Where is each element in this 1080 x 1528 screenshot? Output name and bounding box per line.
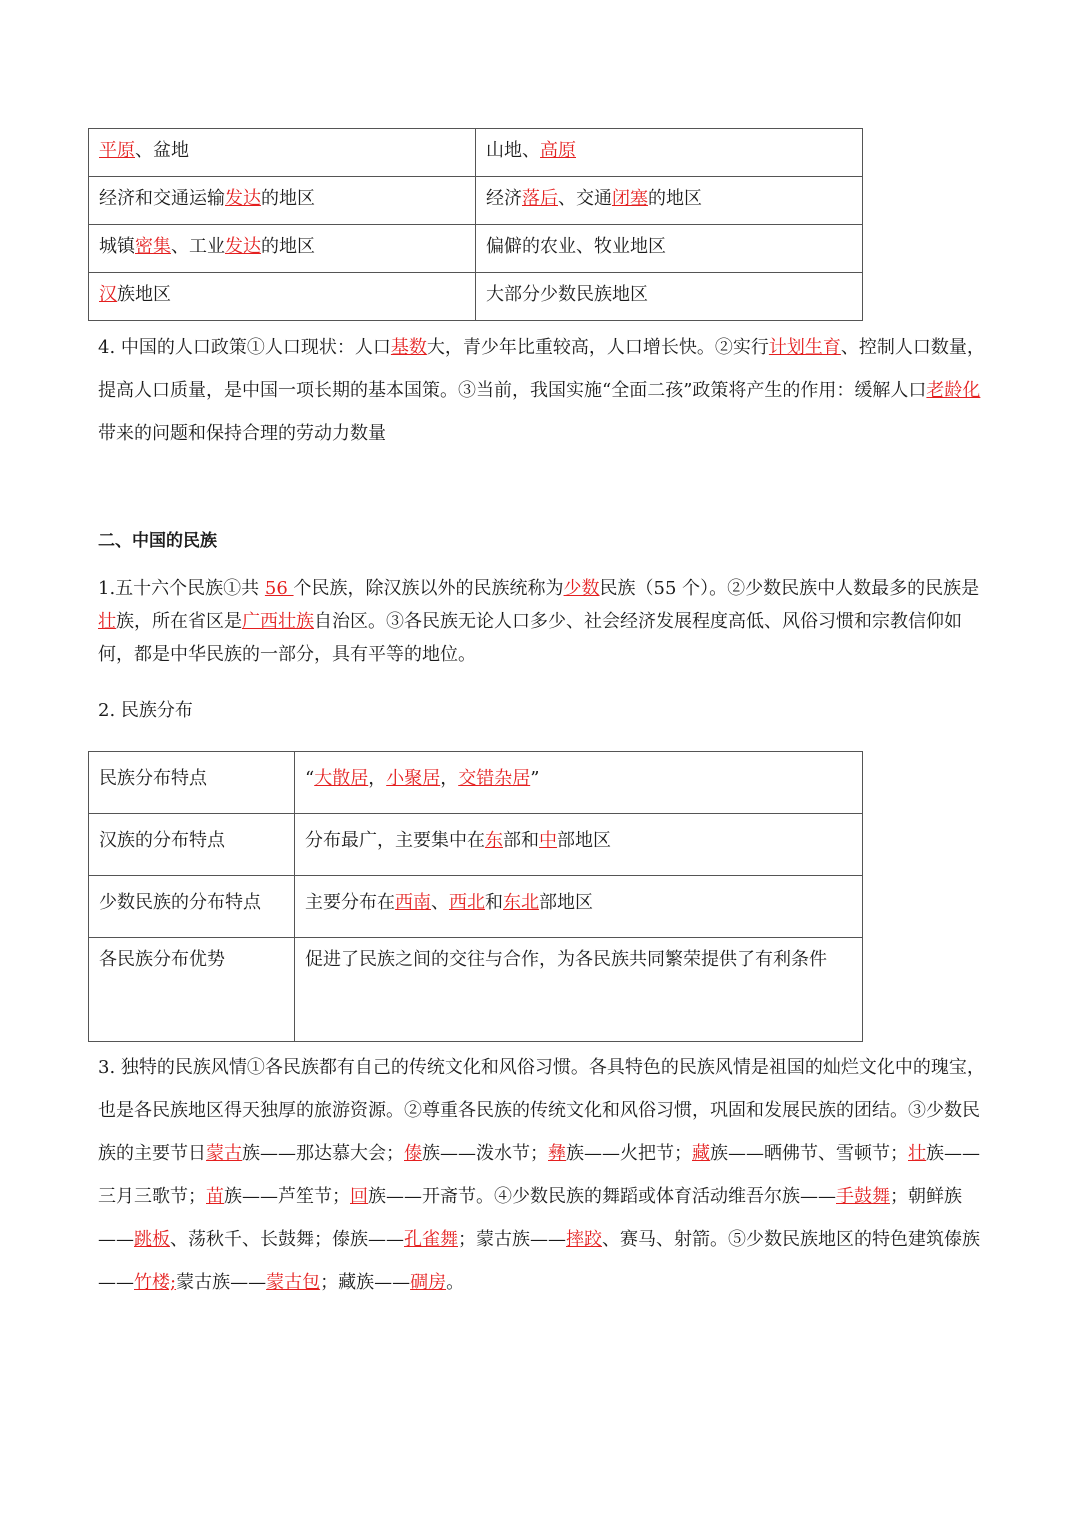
table-row — [89, 177, 863, 225]
text-segment: 和 — [485, 892, 503, 913]
table-row — [89, 938, 863, 1042]
highlighted-answer: 回 — [350, 1186, 368, 1207]
highlighted-answer: 密集 — [135, 236, 171, 257]
text-segment: 偏僻的农业、牧业地区 — [486, 236, 666, 257]
text-segment: 4. 中国的人口政策①人口现状：人口 — [98, 337, 391, 358]
highlighted-answer: 落后 — [522, 188, 558, 209]
highlighted-answer: 蒙古包 — [266, 1272, 321, 1293]
highlighted-answer: 闭塞 — [612, 188, 648, 209]
text-segment: 的地区 — [648, 188, 702, 209]
text-segment: 的地区 — [261, 236, 315, 257]
text-segment: 3. 独特的民族风情①各民族都有自己的传统文化和风俗习惯。各具特色的民族风情是祖国的灿烂文化中的瑰宝，也是各民族地区得天独厚的旅游资源。②尊重各民族的传统文化和风俗习惯，巩固和发展民族的团结。③少数民族的主要节日 — [98, 1057, 985, 1164]
highlighted-answer: 摔跤 — [566, 1229, 602, 1250]
text-segment: ， — [368, 768, 387, 789]
text-segment: 、交通 — [558, 188, 612, 209]
table-cell — [89, 129, 476, 177]
text-segment: 族——晒佛节、雪顿节； — [710, 1143, 908, 1164]
text-segment: 部和 — [503, 830, 539, 851]
row-label: 少数民族的分布特点 — [89, 876, 295, 938]
text-segment: 民族（55 个）。②少数民族中人数最多的民族是 — [599, 578, 980, 599]
row-label: 汉族的分布特点 — [89, 814, 295, 876]
highlighted-answer: 西北 — [449, 892, 485, 913]
text-segment: ；朝鲜族—— — [98, 1186, 962, 1250]
highlighted-answer: 老龄化 — [926, 380, 981, 401]
highlighted-answer: 孔雀舞 — [404, 1229, 458, 1250]
table-row — [89, 814, 863, 876]
highlighted-answer: 东 — [485, 830, 503, 851]
population-policy-paragraph — [98, 326, 986, 455]
highlighted-answer: 中 — [539, 830, 557, 851]
text-segment: 、控制人口数量，提高人口质量，是中国一项长期的基本国策。③当前，我国实施“全面二孩”政策将产生的作用：缓解人口 — [98, 337, 985, 401]
text-segment: 族——泼水节； — [422, 1143, 548, 1164]
text-segment: 城镇 — [99, 236, 135, 257]
highlighted-answer: 小聚居 — [386, 768, 441, 789]
highlighted-answer: 碉房 — [410, 1272, 447, 1293]
highlighted-answer: 发达 — [225, 188, 261, 209]
section-heading: 二、中国的民族 — [98, 531, 217, 551]
row-label: 民族分布特点 — [89, 752, 295, 814]
highlighted-answer: 平原 — [99, 140, 135, 161]
text-segment: “ — [305, 768, 315, 789]
ethnic-customs-paragraph — [98, 1046, 986, 1304]
row-content — [295, 876, 863, 938]
table-row — [89, 752, 863, 814]
table-cell — [89, 273, 476, 321]
text-segment: 自治区。③各民族无论人口多少、社会经济发展程度高低、风俗习惯和宗教信仰如何，都是中华民族的一部分，具有平等的地位。 — [98, 611, 962, 665]
row-content — [295, 814, 863, 876]
highlighted-answer: 壮 — [98, 611, 116, 632]
row-content — [295, 938, 863, 1042]
table-row — [89, 129, 863, 177]
row-label: 各民族分布优势 — [89, 938, 295, 1042]
highlighted-answer: 计划生育 — [768, 337, 841, 358]
highlighted-answer: 苗 — [206, 1186, 224, 1207]
text-segment: 带来的问题和保持合理的劳动力数量 — [98, 423, 386, 444]
highlighted-answer: 少数 — [563, 578, 600, 599]
distribution-title: 2. 民族分布 — [98, 700, 193, 721]
text-segment: 部地区 — [557, 830, 611, 851]
text-segment: 大部分少数民族地区 — [486, 284, 648, 305]
text-segment: 族——芦笙节； — [224, 1186, 350, 1207]
highlighted-answer: 发达 — [225, 236, 261, 257]
highlighted-answer: 广西壮族 — [242, 611, 314, 632]
highlighted-answer: 56 — [264, 578, 294, 599]
table-row — [89, 876, 863, 938]
highlighted-answer: 汉 — [99, 284, 117, 305]
text-segment: 促进了民族之间的交往与合作，为各民族共同繁荣提供了有利条件 — [305, 949, 827, 970]
text-segment: 蒙古族—— — [176, 1272, 267, 1293]
text-segment: 的地区 — [261, 188, 315, 209]
highlighted-answer: 傣 — [404, 1143, 422, 1164]
text-segment: 。 — [446, 1272, 465, 1293]
ethnic-distribution-table — [88, 751, 863, 1042]
text-segment: 、 — [431, 892, 449, 913]
highlighted-answer: 大散居 — [314, 768, 369, 789]
highlighted-answer: 东北 — [503, 892, 539, 913]
table-cell — [476, 273, 863, 321]
table-row — [89, 273, 863, 321]
table-cell — [476, 129, 863, 177]
text-segment: 主要分布在 — [305, 892, 395, 913]
text-segment: 山地、 — [486, 140, 540, 161]
text-segment: ， — [440, 768, 459, 789]
text-segment: 大，青少年比重较高，人口增长快。②实行 — [426, 337, 769, 358]
text-segment: 经济 — [486, 188, 522, 209]
text-segment: 、盆地 — [135, 140, 189, 161]
text-segment: 分布最广，主要集中在 — [305, 830, 485, 851]
text-segment: 、荡秋千、长鼓舞；傣族—— — [170, 1229, 404, 1250]
text-segment: ” — [530, 768, 540, 789]
text-segment: 族地区 — [117, 284, 171, 305]
highlighted-answer: 彝 — [548, 1143, 566, 1164]
highlighted-answer: 交错杂居 — [458, 768, 531, 789]
text-segment: 族——那达慕大会； — [242, 1143, 404, 1164]
highlighted-answer: 壮 — [908, 1143, 926, 1164]
text-segment: ；藏族—— — [320, 1272, 411, 1293]
table-cell — [476, 177, 863, 225]
text-segment: 1.五十六个民族①共 — [98, 578, 265, 599]
table-cell — [89, 177, 476, 225]
highlighted-answer: 竹楼; — [134, 1272, 177, 1293]
highlighted-answer: 西南 — [395, 892, 431, 913]
terrain-economy-table — [88, 128, 863, 321]
highlighted-answer: 手鼓舞 — [836, 1186, 890, 1207]
text-segment: 、工业 — [171, 236, 225, 257]
table-row — [89, 225, 863, 273]
text-segment: 族——三月三歌节； — [98, 1143, 980, 1207]
text-segment: 族——开斋节。④少数民族的舞蹈或体育活动维吾尔族—— — [368, 1186, 836, 1207]
row-content — [295, 752, 863, 814]
highlighted-answer: 基数 — [390, 337, 427, 358]
highlighted-answer: 藏 — [692, 1143, 710, 1164]
table2-body — [89, 752, 863, 1042]
highlighted-answer: 高原 — [540, 140, 576, 161]
text-segment: ；蒙古族—— — [458, 1229, 566, 1250]
table1-body — [89, 129, 863, 321]
table-cell — [89, 225, 476, 273]
text-segment: 族——火把节； — [566, 1143, 692, 1164]
highlighted-answer: 蒙古 — [206, 1143, 242, 1164]
ethnic-groups-paragraph — [98, 572, 986, 671]
highlighted-answer: 跳板 — [134, 1229, 170, 1250]
text-segment: 经济和交通运输 — [99, 188, 225, 209]
text-segment: 族，所在省区是 — [116, 611, 242, 632]
text-segment: 个民族，除汉族以外的民族统称为 — [293, 578, 564, 599]
table-cell — [476, 225, 863, 273]
text-segment: 部地区 — [539, 892, 593, 913]
text-segment: 、赛马、射箭。⑤少数民族地区的特色建筑傣族—— — [98, 1229, 980, 1293]
